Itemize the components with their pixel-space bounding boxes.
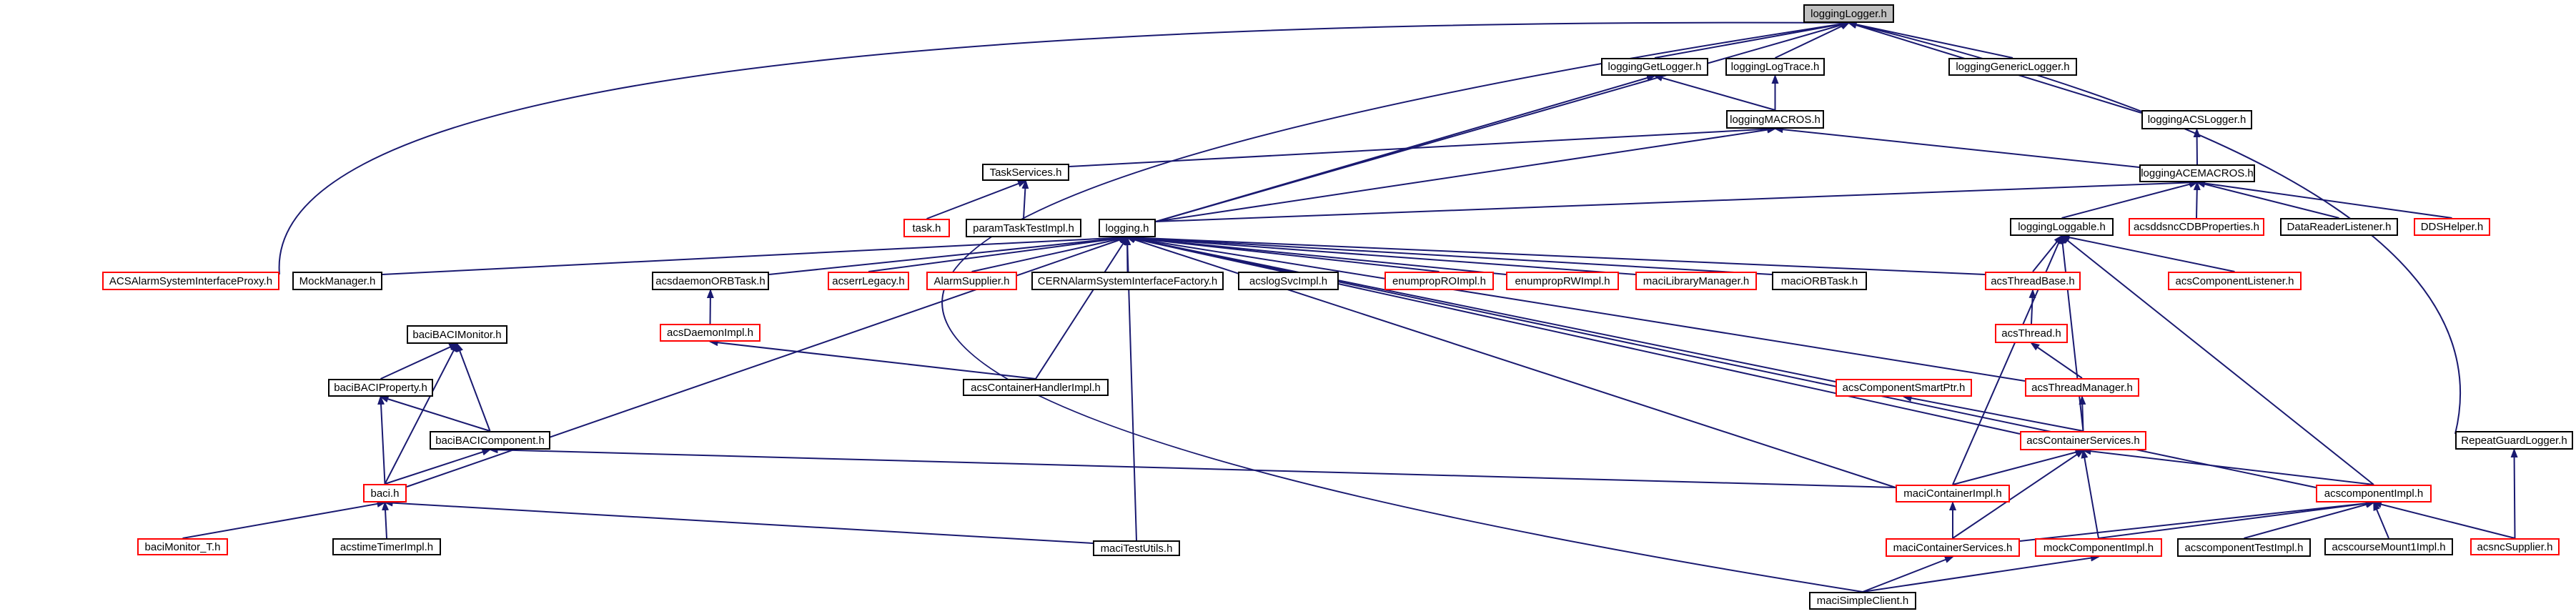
node-paramTaskTestImpl[interactable] [966, 219, 1081, 237]
edge-acsddsncCDBProperties-to-loggingACEMACROS [2196, 182, 2197, 218]
node-acsComponentSmartPtr[interactable] [1836, 379, 1972, 397]
node-maciORBTask[interactable] [1772, 272, 1867, 290]
node-loggingMACROS[interactable] [1726, 110, 1824, 129]
node-label: acstimeTimerImpl.h [340, 540, 434, 553]
node-label: acscourseMount1Impl.h [2332, 540, 2446, 553]
edge-maciContainerImpl-to-baciBACIComponent [490, 450, 1896, 487]
edge-baciBACIComponent-to-baciBACIProperty [381, 397, 490, 431]
node-acscourseMount1Impl[interactable] [2324, 538, 2453, 555]
node-logging[interactable] [1099, 219, 1156, 237]
node-label: MockManager.h [299, 274, 376, 287]
edge-maciSimpleClient-to-loggingLogger [942, 23, 1863, 592]
edge-baciMonitor_T-to-baci [183, 502, 385, 538]
node-label: maciSimpleClient.h [1816, 595, 1909, 607]
node-loggingGenericLogger[interactable] [1948, 58, 2077, 76]
node-label: RepeatGuardLogger.h [2461, 434, 2567, 447]
node-baciMonitor_T[interactable] [137, 538, 228, 555]
node-DDSHelper[interactable] [2414, 218, 2490, 236]
node-label: loggingLogger.h [1810, 7, 1887, 20]
node-label: maciORBTask.h [1780, 274, 1858, 287]
node-label: acsContainerServices.h [2026, 435, 2140, 447]
node-label: baciBACIProperty.h [334, 382, 427, 394]
edge-acsContainerServices-to-logging [1127, 237, 2020, 434]
node-baciBACIMonitor[interactable] [407, 325, 507, 344]
node-baciBACIComponent[interactable] [430, 431, 550, 450]
node-label: acslogSvcImpl.h [1249, 274, 1328, 287]
node-label: maciLibraryManager.h [1643, 274, 1750, 287]
node-loggingLogger[interactable] [1803, 4, 1894, 23]
node-label: maciContainerImpl.h [1903, 487, 2002, 500]
node-maciContainerServices[interactable] [1886, 538, 2020, 557]
node-label: acsDaemonImpl.h [667, 327, 753, 339]
node-label: loggingGetLogger.h [1607, 61, 1702, 73]
node-label: baciMonitor_T.h [144, 540, 221, 553]
node-maciSimpleClient[interactable] [1809, 592, 1916, 610]
node-acsThreadManager[interactable] [2025, 378, 2139, 397]
node-ACSAlarmSystemInterfaceProxy[interactable] [102, 272, 279, 290]
edge-baciBACIProperty-to-baciBACIMonitor [381, 344, 457, 379]
node-label: logging.h [1105, 222, 1149, 234]
node-label: acsThread.h [2001, 327, 2061, 340]
node-label: CERNAlarmSystemInterfaceFactory.h [1037, 274, 1218, 287]
edge-loggingGenericLogger-to-loggingLogger [1849, 23, 2013, 58]
node-maciLibraryManager[interactable] [1635, 272, 1757, 290]
node-label: ACSAlarmSystemInterfaceProxy.h [109, 274, 273, 287]
node-label: DataReaderListener.h [2287, 221, 2392, 233]
edge-acsThread-to-acsThreadBase [2031, 290, 2033, 324]
node-loggingGetLogger[interactable] [1601, 58, 1708, 76]
node-acstimeTimerImpl[interactable] [332, 538, 441, 555]
node-label: loggingGenericLogger.h [1956, 61, 2070, 73]
node-label: loggingMACROS.h [1730, 113, 1820, 126]
node-enumpropRWImpl[interactable] [1506, 272, 1619, 290]
node-label: mockComponentImpl.h [2043, 541, 2154, 554]
node-CERNAlarmSystemInterfaceFactory[interactable] [1031, 272, 1224, 290]
edge-loggingMACROS-to-loggingGetLogger [1655, 76, 1775, 110]
node-label: acsComponentSmartPtr.h [1842, 382, 1966, 394]
node-label: acsThreadBase.h [1991, 274, 2075, 287]
edge-acscourseMount1Impl-to-acscomponentImpl [2374, 502, 2389, 538]
node-label: acserrLegacy.h [832, 274, 905, 287]
node-loggingLoggable[interactable] [2010, 218, 2114, 236]
edge-maciTestUtils-to-baci [385, 502, 1094, 543]
node-acsncSupplier[interactable] [2470, 538, 2560, 555]
node-TaskServices[interactable] [982, 164, 1069, 181]
node-maciTestUtils[interactable] [1093, 540, 1180, 556]
edge-acsncSupplier-to-acscomponentImpl [2374, 502, 2515, 538]
edge-mockComponentImpl-to-acscomponentImpl [2099, 502, 2374, 538]
node-loggingACEMACROS[interactable] [2139, 164, 2255, 182]
edge-acscomponentTestImpl-to-acscomponentImpl [2244, 502, 2374, 538]
node-label: paramTaskTestImpl.h [973, 222, 1074, 234]
node-mockComponentImpl[interactable] [2035, 538, 2162, 557]
node-MockManager[interactable] [292, 272, 382, 290]
node-label: loggingLogTrace.h [1730, 61, 1820, 73]
node-label: acsComponentListener.h [2175, 274, 2294, 287]
edge-maciSimpleClient-to-mockComponentImpl [1863, 557, 2099, 592]
node-acsThreadBase[interactable] [1985, 272, 2081, 290]
node-label: loggingACEMACROS.h [2141, 167, 2254, 179]
edge-DDSHelper-to-loggingACEMACROS [2197, 182, 2452, 218]
edge-loggingGetLogger-to-loggingLogger [1655, 23, 1849, 58]
edge-acsDaemonImpl-to-acsdaemonORBTask [710, 290, 711, 324]
node-loggingLogTrace[interactable] [1725, 58, 1825, 76]
node-loggingACSLogger[interactable] [2141, 110, 2252, 129]
node-enumpropROImpl[interactable] [1384, 272, 1494, 290]
edge-paramTaskTestImpl-to-TaskServices [1024, 181, 1026, 219]
edge-acsThreadBase-to-loggingLoggable [2033, 236, 2062, 272]
edge-acsComponentSmartPtr-to-logging [1127, 237, 1836, 382]
node-label: acsThreadManager.h [2031, 381, 2133, 394]
edge-baci-to-baciBACIMonitor [385, 344, 457, 484]
node-maciContainerImpl[interactable] [1896, 485, 2010, 502]
node-label: acsContainerHandlerImpl.h [971, 381, 1101, 394]
node-acslogSvcImpl[interactable] [1238, 272, 1339, 290]
edge-acsThreadManager-to-logging [1127, 237, 2025, 381]
node-acsdaemonORBTask[interactable] [652, 272, 769, 290]
node-acserrLegacy[interactable] [828, 272, 909, 290]
node-label: acsncSupplier.h [2477, 540, 2553, 553]
edge-baci-to-baciBACIProperty [381, 397, 385, 484]
node-label: enumpropRWImpl.h [1515, 274, 1610, 287]
node-task[interactable] [903, 219, 950, 237]
node-acscomponentTestImpl[interactable] [2177, 538, 2311, 557]
node-acsThread[interactable] [1995, 324, 2068, 343]
node-baciBACIProperty[interactable] [328, 379, 433, 397]
node-label: acscomponentTestImpl.h [2184, 541, 2304, 554]
node-label: AlarmSupplier.h [933, 274, 1010, 287]
edge-acscomponentImpl-to-acsContainerServices [2084, 450, 2374, 485]
node-label: task.h [912, 222, 941, 234]
edge-acstimeTimerImpl-to-baci [385, 502, 387, 538]
node-label: baciBACIMonitor.h [412, 328, 502, 341]
edge-mockComponentImpl-to-acsContainerServices [2084, 450, 2099, 538]
node-label: loggingLoggable.h [2018, 221, 2106, 233]
node-label: maciTestUtils.h [1100, 542, 1173, 555]
edge-acsContainerHandlerImpl-to-logging [1036, 237, 1127, 379]
node-label: baci.h [370, 487, 400, 500]
node-label: acscomponentImpl.h [2324, 487, 2424, 500]
node-acsDaemonImpl[interactable] [660, 324, 761, 342]
edge-MockManager-to-logging [382, 237, 1127, 274]
node-DataReaderListener[interactable] [2280, 218, 2398, 236]
node-acsContainerServices[interactable] [2020, 431, 2146, 450]
node-label: DDSHelper.h [2420, 221, 2484, 233]
edge-acsContainerHandlerImpl-to-acsDaemonImpl [710, 342, 1036, 379]
edge-loggingACEMACROS-to-loggingMACROS [1775, 129, 2140, 167]
node-acsContainerHandlerImpl[interactable] [963, 379, 1109, 396]
node-baci[interactable] [363, 484, 407, 502]
edge-logging-to-loggingACEMACROS [1156, 182, 2197, 222]
node-label: maciContainerServices.h [1893, 541, 2013, 554]
edge-loggingLoggable-to-loggingACEMACROS [2062, 182, 2198, 218]
node-label: enumpropROImpl.h [1392, 274, 1486, 287]
node-acsComponentListener[interactable] [2168, 272, 2302, 290]
node-acsddsncCDBProperties[interactable] [2129, 218, 2264, 236]
edge-maciContainerServices-to-acscomponentImpl [2020, 502, 2374, 541]
edge-maciContainerImpl-to-acsContainerServices [1953, 450, 2084, 485]
edge-acsComponentListener-to-loggingLoggable [2062, 236, 2235, 272]
edge-baciBACIComponent-to-baciBACIMonitor [457, 344, 490, 431]
edge-maciSimpleClient-to-maciContainerServices [1863, 557, 1953, 592]
node-label: acsdaemonORBTask.h [655, 274, 766, 287]
edge-TaskServices-to-loggingMACROS [1069, 129, 1775, 167]
edges-group [183, 23, 2515, 592]
edge-task-to-TaskServices [927, 181, 1026, 219]
node-AlarmSupplier[interactable] [926, 272, 1017, 290]
node-label: TaskServices.h [989, 166, 1062, 179]
node-label: acsddsncCDBProperties.h [2134, 221, 2259, 233]
edge-loggingACEMACROS-to-loggingACSLogger [2197, 129, 2198, 164]
edge-DataReaderListener-to-loggingACEMACROS [2197, 182, 2339, 218]
node-RepeatGuardLogger[interactable] [2455, 431, 2573, 450]
node-label: baciBACIComponent.h [435, 434, 545, 447]
node-acscomponentImpl[interactable] [2316, 485, 2432, 502]
edge-logging-to-loggingMACROS [1156, 129, 1775, 222]
node-label: loggingACSLogger.h [2147, 114, 2246, 126]
